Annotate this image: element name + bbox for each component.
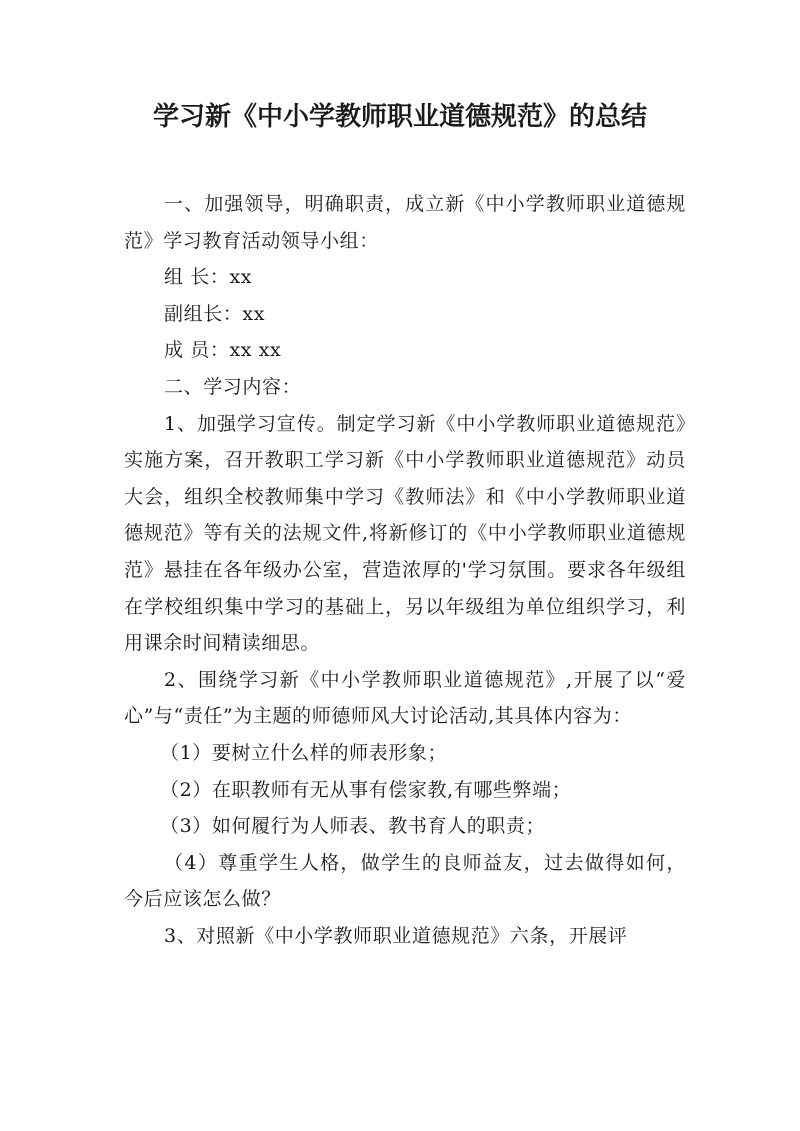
paragraph-deputy-leader: 副组长：xx [164, 302, 266, 325]
paragraph-item-1: 1、加强学习宣传。制定学习新《中小学教师职业道德规范》实施方案，召开教职工学习新《中小学教师职业道德规范》动员大会，组织全校教师集中学习《教师法》和《中小学教师职业道德规范》等有关的法规文件,将新修订的《中小学教师职业道德规范》悬挂在各年级办公室，营造浓厚的'学习氛围。要求各年级组在学校组织集中学习的基础上，另以年级组为单位组织学习，利用课余时间精读细思。 [124, 412, 686, 655]
document-title: 学习新《中小学教师职业道德规范》的总结 [152, 102, 647, 132]
paragraph-study-content-heading: 二、学习内容： [164, 375, 302, 398]
list-item-1: （1）要树立什么样的师表形象； [160, 741, 448, 764]
document-body [124, 186, 686, 954]
list-item-2: （2）在职教师有无从事有偿家教,有哪些弊端； [160, 778, 572, 801]
paragraph-group-leader: 组 长：xx [164, 266, 253, 289]
paragraph-leadership: 一、加强领导，明确职责，成立新《中小学教师职业道德规范》学习教育活动领导小组： [124, 193, 686, 252]
paragraph-item-2: 2、围绕学习新《中小学教师职业道德规范》,开展了以“爱心”与“责任”为主题的师德师风大讨论活动,其具体内容为： [124, 668, 686, 728]
paragraph-members: 成 员：xx xx [164, 339, 282, 362]
list-item-4: （4）尊重学生人格，做学生的良师益友，过去做得如何，今后应该怎么做？ [124, 851, 686, 911]
list-item-3: （3）如何履行为人师表、教书育人的职责； [160, 815, 546, 838]
paragraph-item-3: 3、对照新《中小学教师职业道德规范》六条，开展评 [164, 924, 628, 947]
